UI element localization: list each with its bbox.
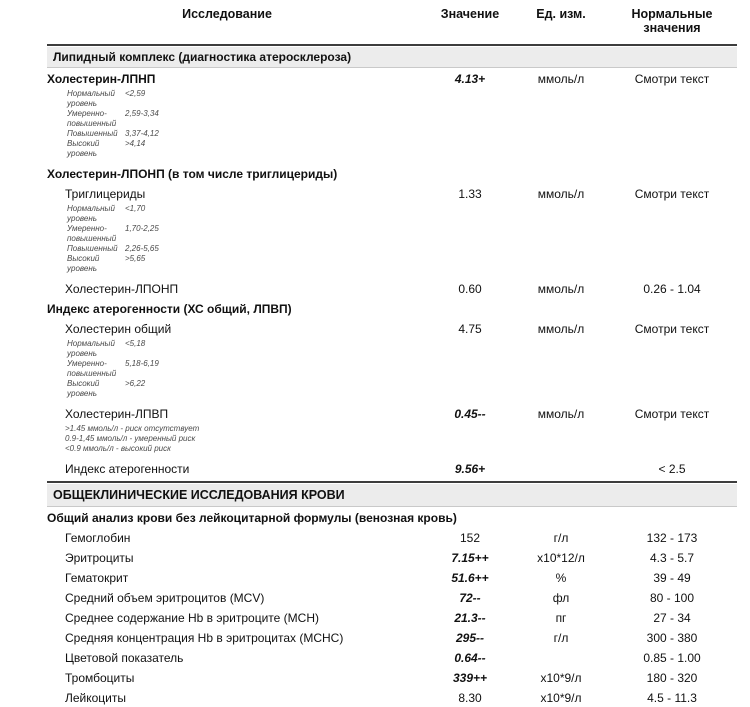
test-value: 72-- [459,591,481,605]
row-mch [0,607,750,627]
risk-note-line: <0.9 ммоль/л - высокий риск [65,444,171,453]
range-label: Повышенный [67,129,118,138]
test-units: ммоль/л [537,407,585,421]
range-label: Умеренно-повышенный [67,224,117,243]
test-name: Холестерин-ЛПВП [65,407,169,421]
row-color-index [0,647,750,667]
test-normal-range: Смотри текст [634,187,710,201]
range-label: Высокий уровень [67,379,100,398]
test-units: фл [552,591,570,605]
test-units: x10*12/л [537,551,585,565]
section-divider [47,481,737,483]
test-name: Холестерин-ЛПНП [47,72,156,86]
range-label: Высокий уровень [67,254,100,273]
range-label: Умеренно-повышенный [67,109,117,128]
test-name: Гематокрит [65,571,129,585]
risk-note-line: >1.45 ммоль/л - риск отсутствует [65,424,200,433]
range-label: Нормальный уровень [67,204,115,223]
range-value: <5,18 [125,339,146,348]
column-header-units: Ед. изм. [536,7,586,21]
test-value: 152 [459,531,481,545]
range-label: Умеренно-повышенный [67,359,117,378]
test-units: пг [555,611,567,625]
test-units: г/л [553,631,569,645]
test-value: 295-- [455,631,484,645]
test-normal-range: 180 - 320 [646,671,698,685]
hdl-risk-notes [0,423,750,458]
range-value: 2,26-5,65 [125,244,159,253]
header-divider [47,44,737,46]
test-units: ммоль/л [537,72,585,86]
reference-range-line [67,204,750,224]
test-value: 9.56+ [454,462,486,476]
test-units: ммоль/л [537,322,585,336]
test-value: 51.6++ [451,571,489,585]
test-units: x10*9/л [540,671,582,685]
column-header-normal [602,7,742,35]
test-name: Гемоглобин [65,531,131,545]
test-value: 7.15++ [451,551,489,565]
range-value: 2,59-3,34 [125,109,159,118]
row-hematocrit [0,567,750,587]
row-ldl-cholesterol [0,68,750,88]
test-value: 4.13+ [454,72,486,86]
column-header-value: Значение [440,7,500,21]
range-label: Высокий уровень [67,139,100,158]
risk-note-line: 0.9-1,45 ммоль/л - умеренный риск [65,434,196,443]
row-vldl-cholesterol [0,278,750,298]
test-normal-range: 0.26 - 1.04 [643,282,701,296]
test-normal-range: Смотри текст [634,407,710,421]
row-hdl-cholesterol [0,403,750,423]
test-units: x10*9/л [540,691,582,705]
range-label: Повышенный [67,244,118,253]
test-name: Средняя концентрация Hb в эритроцитах (MCHC) [65,631,344,645]
test-name: Цветовой показатель [65,651,184,665]
reference-range-line [67,139,750,159]
test-normal-range: 4.3 - 5.7 [649,551,695,565]
row-mchc [0,627,750,647]
test-normal-range: < 2.5 [658,462,686,476]
test-value: 21.3-- [454,611,486,625]
test-normal-range: 132 - 173 [646,531,698,545]
row-triglycerides [0,183,750,203]
test-name: Триглицериды [65,187,146,201]
test-units: г/л [553,531,569,545]
test-normal-range: 300 - 380 [646,631,698,645]
row-leukocytes [0,687,750,707]
range-value: >4,14 [125,139,146,148]
test-value: 339++ [452,671,488,685]
test-name: Средний объем эритроцитов (MCV) [65,591,265,605]
test-normal-range: 0.85 - 1.00 [643,651,701,665]
test-normal-range: 39 - 49 [653,571,691,585]
test-units: ммоль/л [537,282,585,296]
reference-range-line [67,109,750,129]
triglycerides-reference-ranges [0,203,750,278]
group-header-atherogenic: Индекс атерогенности (ХС общий, ЛПВП) [47,302,292,316]
table-header [0,0,750,35]
test-name: Тромбоциты [65,671,135,685]
test-units: ммоль/л [537,187,585,201]
test-units: % [555,571,567,585]
row-erythrocytes [0,547,750,567]
row-platelets [0,667,750,687]
section-header-general-clinical: ОБЩЕКЛИНИЧЕСКИЕ ИССЛЕДОВАНИЯ КРОВИ [47,484,737,506]
group-header-cbc: Общий анализ крови без лейкоцитарной формулы (венозная кровь) [47,511,457,525]
reference-range-line [67,224,750,244]
range-value: >5,65 [125,254,146,263]
range-value: >6,22 [125,379,146,388]
test-name: Холестерин общий [65,322,172,336]
test-normal-range: 4.5 - 11.3 [647,691,697,705]
test-value: 1.33 [458,187,482,201]
group-header-vldl: Холестерин-ЛПОНП (в том числе триглицериды) [47,167,338,181]
test-name: Холестерин-ЛПОНП [65,282,179,296]
section-header-lipid-panel: Липидный комплекс (диагностика атеросклероза) [47,47,737,67]
reference-range-line [67,359,750,379]
column-header-normal-label: Нормальные значения [631,7,713,35]
range-value: 3,37-4,12 [125,129,159,138]
total-cholesterol-reference-ranges [0,338,750,403]
test-value: 0.60 [458,282,482,296]
test-value: 0.45-- [454,407,486,421]
reference-range-line [67,129,750,139]
row-hemoglobin [0,527,750,547]
range-label: Нормальный уровень [67,339,115,358]
range-value: <2,59 [125,89,146,98]
test-value: 0.64-- [454,651,486,665]
reference-range-line [67,244,750,254]
test-value: 4.75 [458,322,482,336]
range-value: 5,18-6,19 [125,359,159,368]
reference-range-line [67,254,750,274]
row-atherogenic-index [0,458,750,478]
test-name: Лейкоциты [65,691,127,705]
test-name: Эритроциты [65,551,134,565]
reference-range-line [67,89,750,109]
range-value: <1,70 [125,204,146,213]
column-header-test: Исследование [182,7,272,21]
reference-range-line [67,379,750,399]
row-total-cholesterol [0,318,750,338]
range-value: 1,70-2,25 [125,224,159,233]
test-normal-range: Смотри текст [634,322,710,336]
test-name: Среднее содержание Hb в эритроците (MCH) [65,611,319,625]
test-normal-range: 80 - 100 [649,591,695,605]
test-normal-range: Смотри текст [634,72,710,86]
reference-range-line [67,339,750,359]
row-mcv [0,587,750,607]
test-normal-range: 27 - 34 [653,611,691,625]
range-label: Нормальный уровень [67,89,115,108]
ldl-reference-ranges [0,88,750,163]
test-name: Индекс атерогенности [65,462,190,476]
test-value: 8.30 [458,691,482,705]
